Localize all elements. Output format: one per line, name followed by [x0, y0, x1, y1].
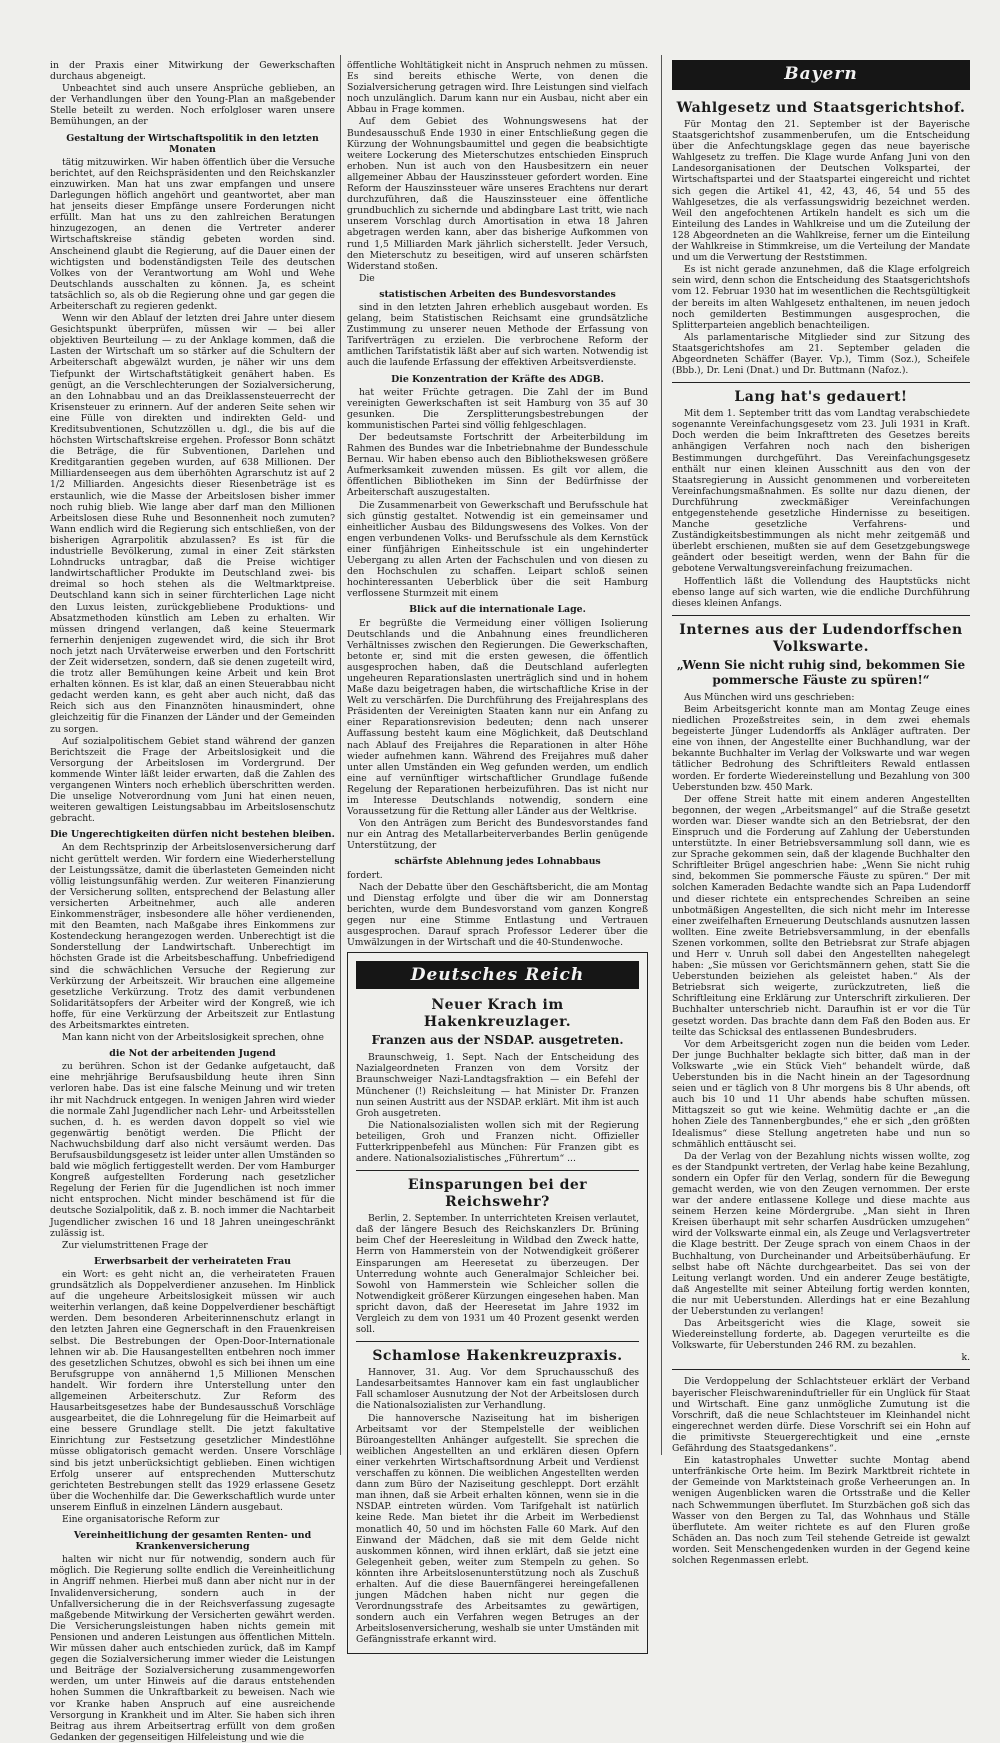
paragraph: Mit dem 1. September tritt das vom Landtag verabschiedete sogenannte Vereinfachungsgesetz vom 23. Juli 1931 in Kraft. Doch werden die beim Inkrafttreten des Gesetzes bereits anhängigen Verfahren noch nach den bisherigen Bestimmungen durchgeführt. Das Vereinfachungsgesetz enthält nur einen kleinen Ausschnitt aus den von der Staatsregierung in Aussicht genommenen und vorbereiteten Vereinfachungsmaßnahmen. Es sollte nur dazu dienen, der Durchführung zweckmäßiger Vereinfachungen entgegenstehende gesetzliche Hindernisse zu beseitigen. Manche gesetzliche Verfahrens- und Zuständigkeitsbestimmungen als nicht mehr zeitgemäß und überlebt erschienen, mußten sie auf dem Gesetzgebungswege geändert oder beseitigt werden, wenn der Bahn für die gebotene Verwaltungsvereinfachung freizumachen.: [672, 408, 970, 575]
paragraph: Die Verdoppelung der Schlachtsteuer erklärt der Verband bayerischer Fleischwareninduſtrieller für ein Unglück für Staat und Wirtschaft. Eine ganz unmögliche Zumutung ist die Vorschrift, daß die neue Schlachtsteuer im Kleinhandel nicht eingerechnet werden dürfe. Diese Vorschrift sei ein Hohn auf die primitivste Steuergerechtigkeit und eine „ernste Gefährdung des Staatsgedankens“.: [672, 1376, 970, 1455]
section-heading: schärfste Ablehnung jedes Lohnabbaus: [394, 856, 601, 868]
paragraph: Die Nationalsozialisten wollen sich mit der Regierung beteiligen, Groh und Franzen nicht. Offizieller Futterkrippenbefehl aus München: Für Franzen gibt es andere. Nationalsozialistisches „Führertum“ ...: [356, 1119, 639, 1165]
paragraph: Von den Anträgen zum Bericht des Bundesvorstandes fand nur ein Antrag des Metallarbeiterverbandes Berlin genügende Unterstützung, der: [347, 818, 648, 852]
headline: Internes aus der Ludendorffschen Volkswarte.: [679, 621, 963, 655]
paragraph: Die Zusammenarbeit von Gewerkschaft und Berufsschule hat sich günstig gestaltet. Notwendig ist ein gemeinsamer und einheitlicher Ausbau des Bildungswesens des Volkes. Von der engen verbundenen Volks- und Berufsschule als dem Kernstück einer fünfjährigen Einheitsschule ist ein ungehinderter Uebergang zu allen Arten der Fachschulen und von diesen zu den Hochschulen zu schaffen. Leipart schloß seinen hochinteressanten Ueberblick über die seit Hamburg verflossene Sturmzeit mit einem: [347, 499, 648, 600]
article-body: [672, 692, 970, 1352]
paragraph: ein Wort: es geht nicht an, die verheirateten Frauen grundsätzlich als Doppelverdiener anzusehen. Im Hinblick auf die ungeheure Arbeitslosigkeit müssen wir auch weiterhin verlangen, daß keine Doppelverdiener beschäftigt werden. Dem besonderen Arbeiterinnenschutz erlangt in den letzten Jahren eine Gegnerschaft in den Frauenkreisen selbst. Die Bestrebungen der Open-Door-Internationale lehnen wir ab. Die Hausangestellten entbehren noch immer des gesetzlichen Schutzes, obwohl es sich bei ihnen um eine Berufsgruppe von annähernd 1,5 Millionen Menschen handelt. Wir fordern ihre Unterstellung unter den allgemeinen Arbeiterschutz. Zur Reform des Hausarbeitsgesetzes habe der Bundesausschuß Vorschläge ausgearbeitet, die die Lohnregelung für die Heimarbeit auf eine bessere Grundlage stellt. Die jetzt fakultative Einrichtung zur Festsetzung gesetzlicher Mindestlöhne müsse obligatorisch gemacht werden. Unsere Vorschläge sind bis jetzt unberücksichtigt geblieben. Einen wichtigen Erfolg unserer auf entsprechenden Mutterschutz gerichteten Bestrebungen stellt das 1929 erlassene Gesetz über die Wochenhilfe dar. Die Gewerkschaftlich wurde unter unserem Einfluß in einzelnen Ländern ausgebaut.: [50, 1268, 335, 1513]
paragraph: Als parlamentarische Mitglieder sind zur Sitzung des Staatsgerichtshofes am 21. September geladen die Abgeordneten Schäffer (Bayer. Vp.), Timm (Soz.), Scheifele (Bbb.), Dr. Leni (Dnat.) und Dr. Buttmann (Nafoz.).: [672, 331, 970, 377]
column-rule: [661, 55, 662, 1455]
paragraph: Das Arbeitsgericht wies die Klage, soweit sie Wiedereinstellung forderte, ab. Dagegen verurteilte es die Volkswarte, für Ueberstunden 246 RM. zu bezahlen.: [672, 1318, 970, 1352]
paragraph: Der offene Streit hatte mit einem anderen Angestellten begonnen, der wegen „Arbeitsmangel“ auf die Straße gesetzt worden war. Dieser wandte sich an den Betriebsrat, der den Einspruch und die Forderung auf Zahlung der Ueberstunden unterstützte. In einer Betriebsversammlung soll dann, wie es zur Sprache gekommen sein, daß der klagende Buchhalter den Schriftleiter Brügel angeschrien habe: „Wenn Sie nicht ruhig sind, bekommen Sie pommersche Fäuste zu spüren.“ Der mit solchen Kameraden Bedachte wandte sich an Papa Ludendorff und dieser richtete ein entsprechendes Schreiben an seine unbotmäßigen Angestellten, die sich nicht mehr im Interesse einer zweifelhaften Erneuerung Deutschlands ausnutzen lassen wollten. Eine zweite Betriebsversammlung, in der ebenfalls Szenen vorkommen, sollte den Betriebsrat zur Strafe abjagen und Herr v. Unruh soll dabei den Angestellten nahegelegt haben: „Sie müssen vor Gerichtsmännern gehen, statt Sie die Ueberstunden beiziehen als geleistet haben.“ Als der Betriebsrat sich weigerte, zurückzutreten, ließ die Schriftleitung eine Erklärung zur Unterschrift zirkulieren. Der Buchhalter unterschrieb nicht. Daraufhin ist er vor die Tür gesetzt worden. Das brachte dann dem Faß den Boden aus. Er teilte das Schicksal des entlassenen Bundesbruders.: [672, 793, 970, 1038]
section-heading: Vereinheitlichung der gesamten Renten- und Krankenversicherung: [73, 1530, 312, 1553]
column-2: [347, 60, 648, 1646]
paragraph: öffentliche Wohltätigkeit nicht in Anspruch nehmen zu müssen. Es sind bereits ethische Werte, von denen die Sozialversicherung getragen wird. Ihre Leistungen sind vielfach noch unzulänglich. Darum kann nur ein Ausbau, nicht aber ein Abbau in Frage kommen.: [347, 60, 648, 116]
subheadline: „Wenn Sie nicht ruhig sind, bekommen Sie pommersche Fäuste zu spüren!“: [676, 657, 966, 687]
paragraph: Vor dem Arbeitsgericht zogen nun die beiden vom Leder. Der junge Buchhalter beklagte sich bitter, daß man in der Volkswarte „wie ein Stück Vieh“ behandelt würde, daß Ueberstunden bis in die Nacht hinein an der Tagesordnung seien und er täglich von 8 Uhr morgens bis 8 Uhr abends, oft auch bis 10 und 11 Uhr abends habe schuften müssen. Mittagszeit so gut wie keine. Wehmütig dachte er „an die hohen Ziele des Tannenbergbundes,“ ehe er sich „den größten Idealismus“ diese Stellung angetreten habe und nun so schmählich enttäuscht sei.: [672, 1038, 970, 1150]
paragraph: Aus München wird uns geschrieben:: [684, 691, 855, 703]
paragraph: Ein katastrophales Unwetter suchte Montag abend unterfränkische Orte heim. Im Bezirk Marktbreit richtete in der Gemeinde von Marktsteinach große Verheerungen an. In wenigen Augenblicken waren die Ortsstraße und die Keller nach Schwemmungen überflutet. Im Sturzbächen goß sich das Wasser von den Bergen zu Tal, das Wohnhaus und Ställe überflutete. Am weiter richtete es auf den Fluren große Schäden an. Das noch zum Teil stehende Getreide ist gewalzt worden. Seit Menschengedenken wurden in der Gegend keine solchen Regenmassen erlebt.: [672, 1455, 970, 1566]
paragraph: Beim Arbeitsgericht konnte man am Montag Zeuge eines niedlichen Prozeßstreites sein, in dem zwei ehemals begeisterte Jünger Ludendorffs als Ankläger auftraten. Der eine von ihnen, der Angestellte einer Buchhandlung, war der bekannte Buchhalter im Verlag der Volkswarte und war wegen tätlicher Bedrohung des Schriftleiters Rewald entlassen worden. Er forderte Wiedereinstellung und Bezahlung von 300 Ueberstunden bzw. 450 Mark.: [672, 703, 970, 793]
section-heading: Gestaltung der Wirtschaftspolitik in den letzten Monaten: [66, 132, 319, 155]
divider: [672, 615, 970, 616]
paragraph: Für Montag den 21. September ist der Bayerische Staatsgerichtshof zusammenberufen, um die Entscheidung über die Anfechtungsklage gegen das neue bayerische Wahlgesetz zu treffen. Die Klage wurde Anfang Juni von den Landesorganisationen der Deutschen Volkspartei, der Wirtschaftspartei und der Staatspartei eingereicht und richtet sich gegen die Artikel 41, 42, 43, 46, 54 und 55 des Wahlgesetzes, die als verfassungswidrig bezeichnet werden. Weil den angefochtenen Artikeln handelt es sich um die Einteilung des Landes in Wahlkreise und um die Zuteilung der 128 Abgeordneten an die Wahlkreise, ferner um die Einteilung der Wahlkreise in Stimmkreise, um die Verteilung der Mandate und um die Verwertung der Reststimmen.: [672, 119, 970, 264]
paragraph: Hannover, 31. Aug. Vor dem Spruchausschuß des Landesarbeitsamtes Hannover kam ein fast unglaublicher Fall schamloser Ausnutzung der Not der Arbeitslosen durch die Nationalsozialisten zur Verhandlung.: [356, 1367, 639, 1412]
column-1: [50, 60, 335, 1743]
column-3: [672, 60, 970, 1566]
divider: [356, 1170, 639, 1171]
section-heading: Die Ungerechtigkeiten dürfen nicht bestehen bleiben.: [50, 829, 335, 841]
paragraph: zu berühren. Schon ist der Gedanke aufgetaucht, daß eine mehrjährige Berufsausbildung heute ihren Sinn verloren habe. Das ist eine falsche Meinung und wir treten ihr mit Nachdruck entgegen. In wenigen Jahren wird wieder die normale Zahl Jugendlicher nach Lehr- und Arbeitsstellen suchen, d. h. es werden davon doppelt so viel wie gegenwärtig benötigt werden. Die Pflicht der Nachwuchsbildung darf also nicht versäumt werden. Das Berufsausbildungsgesetz ist leider unter allen Umständen so bald wie möglich fertiggestellt werden. Der vom Hamburger Kongreß aufgestellten Forderung nach gesetzlicher Regelung der Ferien für die Jugendlichen ist noch immer nicht entsprochen. Nicht minder beschämend ist für die deutsche Sozialpolitik, daß z. B. noch immer die Nachtarbeit Jugendlicher zwischen 16 und 18 Jahren uneingeschränkt zulässig ist.: [50, 1061, 335, 1239]
paragraph: Unbeachtet sind auch unsere Ansprüche geblieben, an der Verhandlungen über den Young-Plan an maßgebender Stelle beteilt zu werden. Noch erfolgloser waren unsere Bemühungen, an der: [50, 83, 335, 128]
section-heading: Die Konzentration der Kräfte des ADGB.: [391, 373, 604, 385]
paragraph: Berlin, 2. September. In unterrichteten Kreisen verlautet, daß der längere Besuch des Reichskanzlers Dr. Brüning beim Chef der Heeresleitung in Wildbad den Zweck hatte, Herrn von Hammerstein von der Notwendigkeit größerer Einsparungen am Heeresetat zu überzeugen. Der Unterredung wohnte auch Generalmajor Schleicher bei. Sowohl von Hammerstein wie Schleicher sollen die Notwendigkeit größerer Kürzungen eingesehen haben. Man spricht davon, daß der Heeresetat im Jahre 1932 im Vergleich zu dem von 1931 um 40 Prozent gesenkt werden soll.: [356, 1213, 639, 1336]
article-body: [356, 1052, 639, 1164]
author-initial: k.: [961, 1352, 970, 1364]
section-banner-bayern: Bayern: [672, 60, 970, 90]
article-body: [672, 119, 970, 376]
news-box: [347, 952, 648, 1653]
paragraph: Zur vielumstrittenen Frage der: [62, 1239, 208, 1251]
paragraph: sind in den letzten Jahren erheblich ausgebaut worden. Es gelang, beim Statistischen Reichsamt eine grundsätzliche Zustimmung zu unserer neuen Methode der Erfassung von Tarifverträgen zu erzielen. Die verbrochene Reform der amtlichen Tarifstatistik läßt aber auf sich warten. Notwendig ist auch die laufende Erfassung der effektiven Arbeitsverdienste.: [347, 301, 648, 369]
paragraph: tätig mitzuwirken. Wir haben öffentlich über die Versuche berichtet, auf den Reichspräsidenten und den Reichskanzler einzuwirken. Man hat uns zwar empfangen und unsere Darlegungen höflich angehört und geantwortet, aber man hat jenseits dieser Empfänge unsere Forderungen nicht erfüllt. Man hat uns zu den zahlreichen Beratungen hinzugezogen, an denen die Vertreter anderer Wirtschaftskreise ständig gebeten worden sind. Anscheinend glaubt die Regierung, auf die Dauer einen der wichtigsten und bodenständigsten Teile des deutschen Volkes von der Verantwortung am Wohl und Wehe Deutschlands ausschalten zu können. Ja, es scheint tatsächlich so, als ob die Regierung ohne und gar gegen die Arbeiterschaft zu regieren gedenkt.: [50, 156, 335, 312]
paragraph: Man kann nicht von der Arbeitslosigkeit sprechen, ohne: [62, 1032, 324, 1044]
paragraph: Die hannoversche Naziseitung hat im bisherigen Arbeitsamt vor der Stempelstelle der weiblichen Büroangestellten Anhänger aufgestellt. Sie sprechen die weiblichen Angestellten an und erklären diesen Opfern einer verkehrten Wirtschaftsordnung Arbeit und Verdienst verschaffen zu können. Die weiblichen Angestellten werden dann zum Büro der Naziseitung geschleppt. Dort erzählt man ihnen, daß sie Arbeit erhalten können, wenn sie in die NSDAP. eintreten würden. Vom Tarifgehalt ist natürlich keine Rede. Man bietet ihr die Arbeit im Werbedienst monatlich 40, 50 und im höchsten Falle 60 Mark. Auf den Einwand der Mädchen, daß sie mit dem Gelde nicht auskommen können, wird ihnen erklärt, daß sie jetzt eine Gelegenheit geben, weiter zum Stempeln zu gehen. So könnten ihre Arbeitslosenunterstützung noch als Zuschuß erhalten. Auf die diese Bauernfängerei hereingefallenen jungen Mädchen haben nicht nur gegen die Verordnungsstrafe des Arbeitsamtes zu gewärtigen, sondern auch ein Verfahren wegen Betruges an der Arbeitslosenversicherung, weshalb sie unter Umständen mit Gefängnisstrafe erkannt wird.: [356, 1412, 639, 1646]
paragraph: Hoffentlich läßt die Vollendung des Hauptstücks nicht ebenso lange auf sich warten, wie die endliche Durchführung dieses kleinen Anfangs.: [672, 575, 970, 609]
paragraph: Eine organisatorische Reform zur: [62, 1514, 220, 1525]
paragraph: fordert.: [347, 869, 383, 881]
paragraph: halten wir nicht nur für notwendig, sondern auch für möglich. Die Regierung sollte endlich die Vereinheitlichung in Angriff nehmen. Hierbei muß dann aber nicht nur in der Invalidenversicherung, sondern auch in der Unfallversicherung die in der Reichsverfassung zugesagte maßgebende Mitwirkung der Versicherten gewährt werden. Die Versicherungsleistungen haben nichts gemein mit Pensionen und anderen Leistungen aus öffentlichen Mitteln. Wir müssen daher auch entschieden zurück, daß im Kampf gegen die Sozialversicherung immer wieder die Leistungen und Beiträge der Sozialversicherung zusammengeworfen werden, um unter Hinweis auf die daraus entstehenden hohen Summen die Unkraftbarkeit zu beweisen. Nach wie vor Kranke haben Anspruch auf eine ausreichende Versorgung in Krankheit und im Alter. Sie haben sich ihren Beitrag aus ihrem Arbeitsertrag erfüllt von dem großen Gedanken der gegenseitigen Hilfeleistung und wie die: [50, 1554, 335, 1743]
paragraph: Er begrüßte die Vermeidung einer völligen Isolierung Deutschlands und die Anbahnung eines freundlicheren Verhältnisses zwischen den Regierungen. Die Gewerkschaften, betonte er, sind mit die ersten gewesen, die öffentlich ausgesprochen haben, daß die Deutschland auferlegten ungeheuren Reparationslasten unerträglich sind und in hohem Maße dazu beigetragen haben, die wirtschaftliche Krise in der Welt zu verschärfen. Die Durchführung des Freijahresplans des Präsidenten der Vereinigten Staaten kann nur ein Anfang zu einer Reparationsrevision bedeuten; denn nach unserer Auffassung besteht kaum eine Möglichkeit, daß Deutschland nach Ablauf des Freijahres die Reparationen in alter Höhe wieder aufnehmen kann. Während des Freijahres muß daher unter allen Umständen ein Weg gefunden werden, um endlich eine auf vernünftiger wirtschaftlicher Grundlage fußende Regelung der Reparationen herbeizuführen. Das ist nicht nur im Interesse Deutschlands notwendig, sondern eine Voraussetzung für die Rettung aller Länder aus der Weltkrise.: [347, 617, 648, 818]
headline: Einsparungen bei der Reichswehr?: [407, 1177, 588, 1211]
paragraph: Braunschweig, 1. Sept. Nach der Entscheidung des Nazialgeordneten Franzen von dem Vorsitz der Braunschweiger Nazi-Landtagsfraktion — ein Befehl der Münchener (!) Reichsleitung — hat Minister Dr. Franzen nun seinen Austritt aus der NSDAP. erklärt. Mit ihm ist auch Groh ausgetreten.: [356, 1052, 639, 1119]
paragraph: Auf dem Gebiet des Wohnungswesens hat der Bundesausschuß Ende 1930 in einer Entschließung gegen die Kürzung der Wohnungsbaumittel und gegen die beabsichtigte weitere Lockerung des Mieterschutzes entschieden Einspruch erhoben. Nun ist auch von den Hausbesitzern ein neuer allgemeiner Abbau der Hauszinssteuer gefordert worden. Eine Reform der Hauszinssteuer wäre unseres Erachtens nur derart durchzuführen, daß die Hauszinssteuer eine öffentliche grundbuchlich zu sichernde und abdingbare Last tritt, wie nach unserem Vorschlag durch Amortisation in etwa 18 Jahren abgetragen werden kann, aber das bisherige Aufkommen von rund 1,5 Milliarden Mark jährlich sicherstellt. Jeder Versuch, den Mieterschutz zu beseitigen, wird auf unseren schärfsten Widerstand stoßen.: [347, 116, 648, 272]
article-body: [356, 1367, 639, 1645]
paragraph: Die: [359, 272, 375, 284]
section-heading: statistischen Arbeiten des Bundesvorstandes: [379, 288, 616, 300]
headline: Neuer Krach im Hakenkreuzlager.: [423, 997, 572, 1031]
divider: [672, 1369, 970, 1370]
news-notes: [672, 1376, 970, 1566]
section-banner-deutsches-reich: Deutsches Reich: [356, 961, 639, 989]
section-heading: die Not der arbeitenden Jugend: [109, 1048, 276, 1060]
paragraph: Da der Verlag von der Bezahlung nichts wissen wollte, zog es der Standpunkt vertreten, der Verlag habe keine Bezahlung, sondern ein Opfer für den Verlag, sondern für die Bewegung gemacht werden, wie von den Zeugen vernommen. Der erste war der andere entlassene Kollege und diese machte aus seinem Herzen keine Mördergrube. „Man sieht in Ihren Kreisen überhaupt mit sehr scharfen Ausdrücken umzugehen“ wird der Volkswarte einmal ein, als Zeuge und Verlagsvertreter die Klage bestritt. Der Zeuge sprach von einem Chaos in der Buchhaltung, von Durcheinander und Arbeitsüberhäufung. Er selbst habe oft Nächte durchgearbeitet. Das sei von der Leitung verlangt worden. Und ein anderer Zeuge bestätigte, daß Angestellte mit seiner Abteilung fortig werden konnten, die nur mit Ueberstunden. Allerdings hat er eine Bezahlung der Ueberstunden zu verlangen!: [672, 1150, 970, 1317]
paragraph: Der bedeutsamste Fortschritt der Arbeiterbildung im Rahmen des Bundes war die Inbetriebnahme der Bundesschule Bernau. Wir haben ebenso auch den Bibliothekswesen größere Aufmerksamkeit zuwenden müssen. Es gilt vor allem, die öffentlichen Bibliotheken im Sinn der Bedürfnisse der Arbeiterschaft auszugestalten.: [347, 432, 648, 499]
column-rule: [340, 55, 341, 1455]
congress-report-continued: [347, 60, 648, 948]
subheadline: Franzen aus der NSDAP. ausgetreten.: [371, 1033, 624, 1048]
headline: Schamlose Hakenkreuzpraxis.: [372, 1348, 623, 1365]
paragraph: Es ist nicht gerade anzunehmen, daß die Klage erfolgreich sein wird, denn schon die Entscheidung des Staatsgerichtshofs vom 12. Februar 1930 hat im wesentlichen die Rechtsgültigkeit der bereits im alten Wahlgesetz enthaltenen, im neuen jedoch noch gemilderten Bestimmungen ausgesprochen, die Splitterparteien angeblich benachteiligen.: [672, 264, 970, 331]
article-body: [356, 1213, 639, 1335]
divider: [672, 382, 970, 383]
paragraph: Auf sozialpolitischem Gebiet stand während der ganzen Berichtszeit die Frage der Arbeitslosigkeit und die Versorgung der Arbeitslosen im Vordergrund. Der kommende Winter läßt leider erwarten, daß die Zahlen des vergangenen Winters noch erheblich überschritten werden. Die unselige Notverordnung vom Juni hat einen neuen, weiteren gewaltigen Leistungsabbau im Arbeitslosenschutz gebracht.: [50, 735, 335, 825]
paragraph: hat weiter Früchte getragen. Die Zahl der im Bund vereinigten Gewerkschaften ist seit Hamburg von 35 auf 30 gesunken. Die Zersplitterungsbestrebungen der kommunistischen Partei sind völlig fehlgeschlagen.: [347, 386, 648, 431]
divider: [356, 1341, 639, 1342]
headline: Lang hat's gedauert!: [734, 389, 908, 406]
article-body: [672, 408, 970, 609]
section-heading: Erwerbsarbeit der verheirateten Frau: [93, 1255, 291, 1267]
paragraph: in der Praxis einer Mitwirkung der Gewerkschaften durchaus abgeneigt.: [50, 60, 335, 83]
section-heading: Blick auf die internationale Lage.: [409, 604, 586, 616]
paragraph: An dem Rechtsprinzip der Arbeitslosenversicherung darf nicht gerüttelt werden. Wir fordern eine Wiederherstellung der Leistungssätze, damit die überlasteten Gemeinden nicht völlig leistungsunfähig werden. Zur weiteren Finanzierung der Versicherung sollten, entsprechend der Belastung aller versicherten Arbeitnehmer, auch alle anderen Einkommensträger, insbesondere alle höher verdienenden, mit den Beamten, nach Maßgabe ihres Einkommens zur Kostendeckung herangezogen werden. Unberechtigt ist die Sonderstellung der Landwirtschaft. Unberechtigt im höchsten Grade ist die Arbeitsbeschaffung. Unbefriedigend sind die schwächlichen Versuche der Regierung zur Verkürzung der Arbeitszeit. Wir brauchen eine allgemeine gesetzliche Verkürzung. Trotz des damit verbundenen Solidaritätsopfers der Arbeiter wird der Kongreß, wie ich hoffe, für eine Verkürzung der Arbeitszeit zur Entlastung des Arbeitsmarktes eintreten.: [50, 842, 335, 1031]
paragraph: Nach der Debatte über den Geschäftsbericht, die am Montag und Dienstag erfolgte und über die wir am Donnerstag berichten, wurde dem Bundesvorstand vom ganzen Kongreß gegen nur eine Stimme Entlastung und Vertrauen ausgesprochen. Darauf sprach Professor Lederer über die Umwälzungen in der Wirtschaft und die 40-Stundenwoche.: [347, 881, 648, 949]
headline: Wahlgesetz und Staatsgerichtshof.: [676, 100, 966, 116]
paragraph: Wenn wir den Ablauf der letzten drei Jahre unter diesem Gesichtspunkt überprüfen, müssen wir — bei aller objektiven Beurteilung — zu der Anklage kommen, daß die Lasten der Wirtschaft um so stärker auf die Schultern der Arbeiterschaft abgewälzt wurden, je näher wir uns dem Tiefpunkt der Wirtschaftstätigkeit genähert haben. Es genügt, an die Verschlechterungen der Sozialversicherung, an den Lohnabbau und an das Dreiklassensteuerrecht der Krisensteuer zu erinnern. Auf der anderen Seite sehen wir eine Fülle von direkten und indirekten Geld- und Kreditsubventionen, Schutzzöllen u. dgl., die bis auf die höchsten Wirtschaftskreise ergehen. Professor Bonn schätzt die Beträge, die für Subventionen, Darlehen und Kreditgarantien gegeben wurden, auf 638 Millionen. Der Milliardenseegen aus dem überhöhten Agrarschutz ist auf 2 1/2 Milliarden. Angesichts dieser Riesenbeträge ist es erstaunlich, wie die Masse der Arbeitslosen bisher immer noch ruhig blieb. Wie lange aber darf man den Millionen Arbeitslosen diese Ruhe und Besonnenheit noch zumuten? Wann endlich wird die Regierung sich entschließen, von der bisherigen Agrarpolitik abzulassen? Es ist für die industrielle Bevölkerung, zumal in einer Zeit stärksten Lohndrucks untragbar, daß die Preise wichtiger landwirtschaftlicher Produkte im Deutschland zwei- bis dreimal so hoch stehen als die Weltmarktpreise. Deutschland kann sich in seiner fürchterlichen Lage nicht den Luxus leisten, zurückgebliebene Produktions- und Absatzmethoden künstlich am Leben zu erhalten. Wir müssen dringend verlangen, daß keine Steuermark fernerhin denjenigen zugewendet wird, die sich ihr Brot noch jetzt nach Urväterweise erwerben und den Fortschritt der Zeit widersetzen, sondern, daß sie denen zugeteilt wird, die trotz aller Bemühungen keine Arbeit und kein Brot erhalten können. Es ist klar, daß an einen Steuerabbau nicht gedacht werden kann, es geht aber auch nicht, daß das Reich sich aus den Finanznöten hinausmindert, ohne gleichzeitig für die Finanzen der Länder und der Gemeinden zu sorgen.: [50, 313, 335, 735]
